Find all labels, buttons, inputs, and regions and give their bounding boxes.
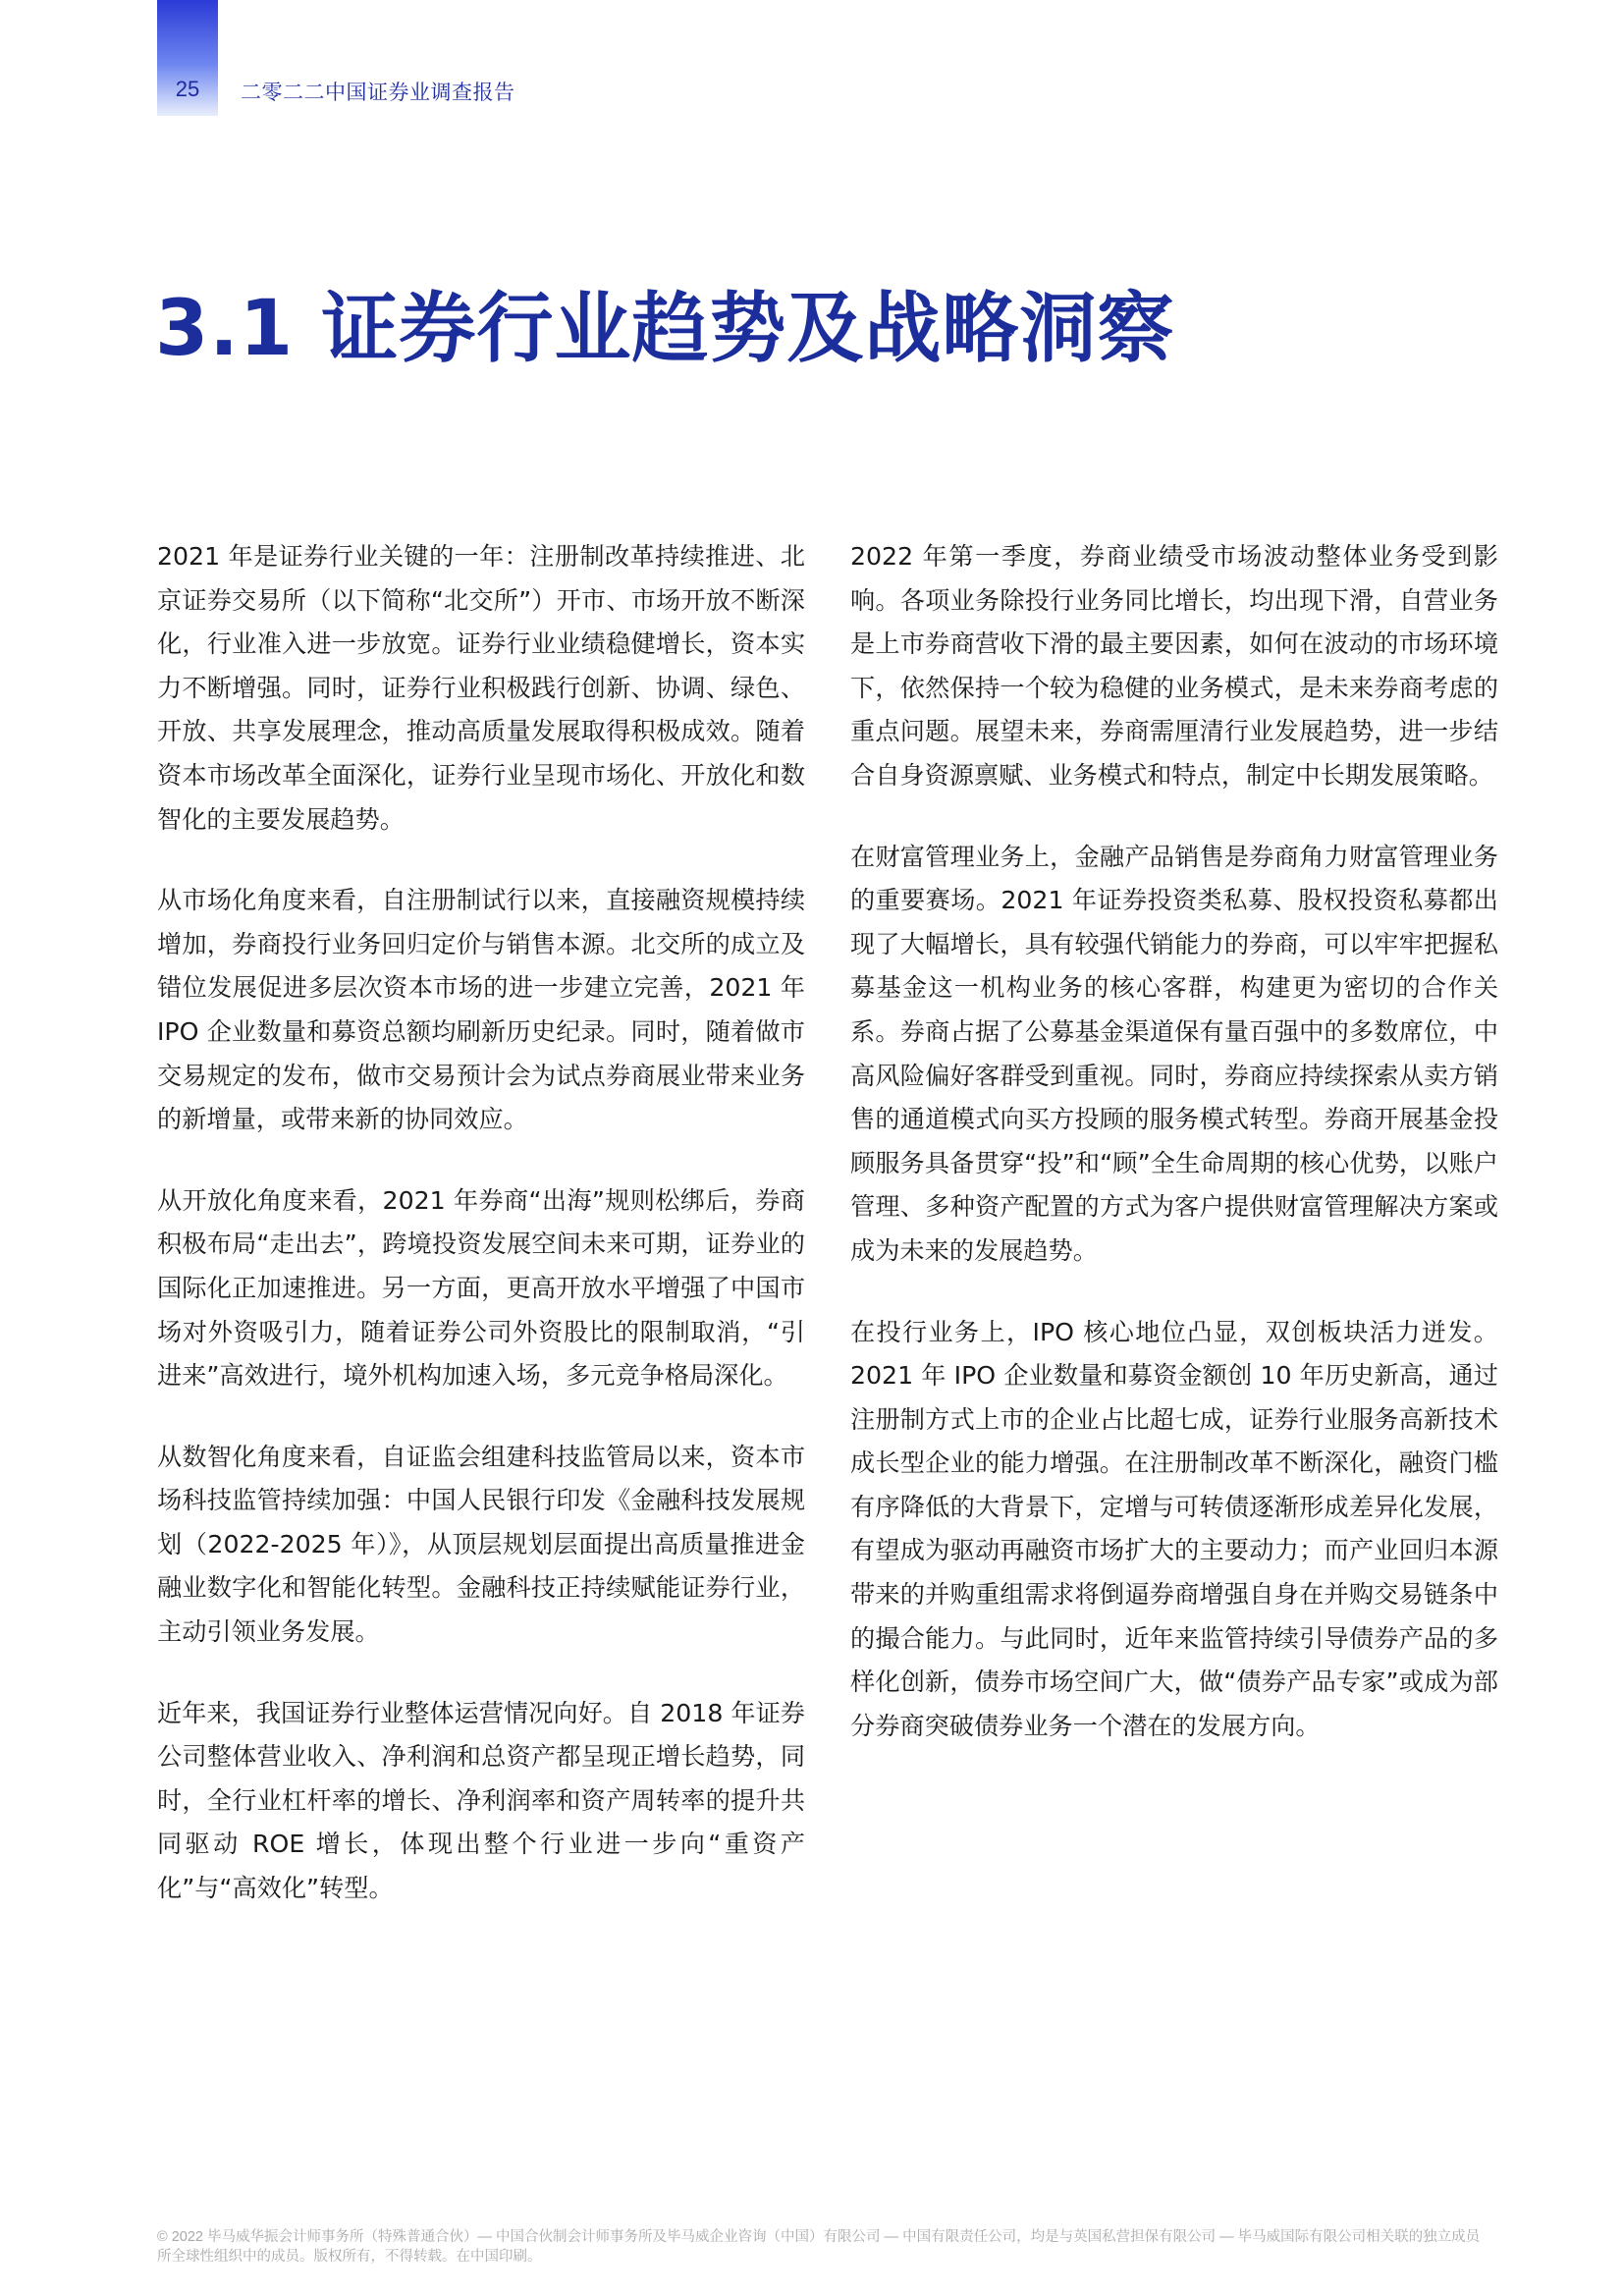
paragraph: 近年来，我国证券行业整体运营情况向好。自 2018 年证券公司整体营业收入、净利润和总资产都呈现正增长趋势，同时，全行业杠杆率的增长、净利润率和资产周转率的提升共同驱动 ROE 增长，体现出整个行业进一步向“重资产化”与“高效化”转型。	[157, 1698, 805, 1903]
paragraph: 从开放化角度来看，2021 年券商“出海”规则松绑后，券商积极布局“走出去”，跨境投资发展空间未来可期，证券业的国际化正加速推进。另一方面，更高开放水平增强了中国市场对外资吸引力，随着证券公司外资股比的限制取消，“引进来”高效进行，境外机构加速入场，多元竞争格局深化。	[157, 1185, 805, 1391]
paragraph: 2022 年第一季度，券商业绩受市场波动整体业务受到影响。各项业务除投行业务同比增长，均出现下滑，自营业务是上市券商营收下滑的最主要因素，如何在波动的市场环境下，依然保持一个较为稳健的业务模式，是未来券商考虑的重点问题。展望未来，券商需厘清行业发展趋势，进一步结合自身资源禀赋、业务模式和特点，制定中长期发展策略。	[850, 542, 1498, 790]
left-column	[157, 535, 805, 1948]
footer-copyright: © 2022 毕马威华振会计师事务所（特殊普通合伙）— 中国合伙制会计师事务所及毕马威企业咨询（中国）有限公司 — 中国有限责任公司，均是与英国私营担保有限公司 — 毕马威国际有限公司相关联的独立成员所全球性组织中的成员。版权所有，不得转载。在中国印刷。	[157, 2229, 1481, 2265]
right-column	[850, 535, 1498, 1785]
section-title: 3.1 证券行业趋势及战略洞察	[155, 285, 1175, 373]
paragraph: 2021 年是证券行业关键的一年：注册制改革持续推进、北京证券交易所（以下简称“北交所”）开市、市场开放不断深化，行业准入进一步放宽。证券行业业绩稳健增长，资本实力不断增强。同时，证券行业积极践行创新、协调、绿色、开放、共享发展理念，推动高质量发展取得积极成效。随着资本市场改革全面深化，证券行业呈现市场化、开放化和数智化的主要发展趋势。	[157, 542, 805, 834]
paragraph: 在投行业务上，IPO 核心地位凸显，双创板块活力迸发。2021 年 IPO 企业数量和募资金额创 10 年历史新高，通过注册制方式上市的企业占比超七成，证券行业服务高新技术成长型企业的能力增强。在注册制改革不断深化，融资门槛有序降低的大背景下，定增与可转债逐渐形成差异化发展，有望成为驱动再融资市场扩大的主要动力；而产业回归本源带来的并购重组需求将倒逼券商增强自身在并购交易链条中的撮合能力。与此同时，近年来监管持续引导债券产品的多样化创新，债券市场空间广大，做“债券产品专家”或成为部分券商突破债券业务一个潜在的发展方向。	[850, 1317, 1498, 1740]
paragraph: 从数智化角度来看，自证监会组建科技监管局以来，资本市场科技监管持续加强：中国人民银行印发《金融科技发展规划（2022-2025 年）》，从顶层规划层面提出高质量推进金融业数字化和智能化转型。金融科技正持续赋能证券行业，主动引领业务发展。	[157, 1442, 805, 1647]
paragraph: 从市场化角度来看，自注册制试行以来，直接融资规模持续增加，券商投行业务回归定价与销售本源。北交所的成立及错位发展促进多层次资本市场的进一步建立完善，2021 年 IPO 企业数量和募资总额均刷新历史纪录。同时，随着做市交易规定的发布，做市交易预计会为试点券商展业带来业务的新增量，或带来新的协同效应。	[157, 886, 805, 1134]
page-number: 25	[175, 77, 200, 101]
running-header-title: 二零二二中国证券业调查报告	[241, 81, 515, 104]
paragraph: 在财富管理业务上，金融产品销售是券商角力财富管理业务的重要赛场。2021 年证券投资类私募、股权投资私募都出现了大幅增长，具有较强代销能力的券商，可以牢牢把握私募基金这一机构业务的核心客群，构建更为密切的合作关系。券商占据了公募基金渠道保有量百强中的多数席位，中高风险偏好客群受到重视。同时，券商应持续探索从卖方销售的通道模式向买方投顾的服务模式转型。券商开展基金投顾服务具备贯穿“投”和“顾”全生命周期的核心优势，以账户管理、多种资产配置的方式为客户提供财富管理解决方案或成为未来的发展趋势。	[850, 842, 1498, 1265]
